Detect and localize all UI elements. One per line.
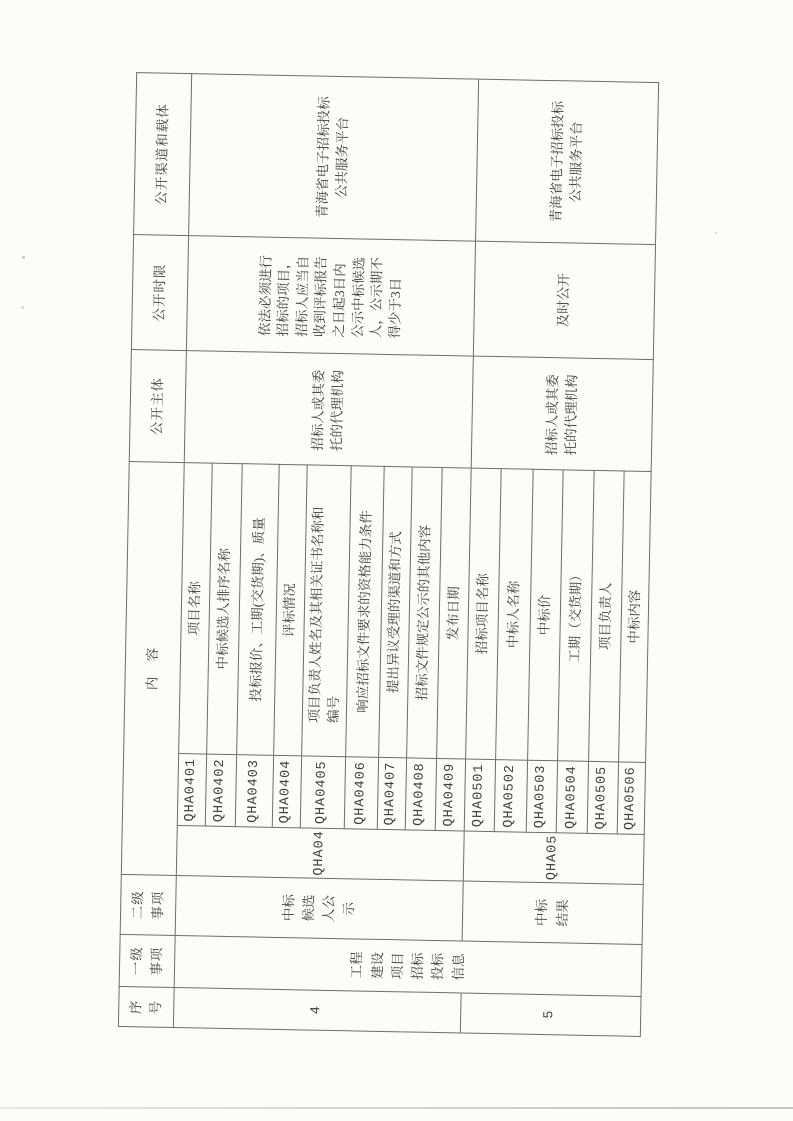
scan-speck — [22, 256, 25, 259]
item-code: QHA0501 — [464, 759, 495, 832]
cell-channel-5 — [476, 79, 659, 244]
header-channel: 公开渠道和载体 — [134, 73, 192, 236]
cell-level2-5-text: 中标结果 — [534, 898, 570, 927]
item-name-text: 响应招标文件要求的资格能力条件 — [354, 510, 374, 713]
cell-level2-4-text: 中标候选人公示 — [280, 894, 357, 923]
item-name-text: 项目负责人 — [597, 582, 614, 651]
item-code: QHA0401 — [177, 754, 206, 827]
cell-level1 — [174, 935, 642, 996]
item-code: QHA0503 — [526, 760, 557, 833]
item-name — [619, 471, 652, 762]
item-name-text: 投标报价、工期(交货期)、质量 — [248, 517, 267, 702]
scan-speck — [715, 232, 717, 234]
item-name — [302, 465, 352, 757]
item-code: QHA0406 — [344, 757, 378, 830]
cell-time-limit-5: 及时公开 — [473, 241, 655, 359]
header-content: 内 容 — [121, 461, 184, 875]
cell-level1-text: 工程建设项目招标投标信息 — [349, 951, 466, 981]
header-serial — [118, 986, 174, 1027]
item-name-text: 发布日期 — [445, 586, 462, 641]
item-name-text: 项目负责人姓名及其相关证书名称和编号 — [306, 506, 341, 724]
disclosure-table — [118, 72, 659, 1037]
cell-level2-4 — [175, 875, 463, 940]
item-code: QHA0502 — [494, 760, 527, 833]
item-code: QHA0407 — [377, 757, 406, 830]
cell-channel-4-text: 青海省电子招标投标公共服务平台 — [314, 96, 351, 219]
group-code-5: QHA05 — [463, 831, 644, 884]
item-code: QHA0506 — [617, 762, 645, 835]
header-level1 — [119, 934, 175, 987]
item-code: QHA0403 — [235, 755, 273, 828]
item-code: QHA0408 — [405, 758, 436, 831]
item-code: QHA0405 — [300, 756, 345, 829]
header-level2 — [120, 874, 176, 935]
cell-time-limit-4-text: 依法必须进行招标的项目，招标人应当自收到评标报告之日起3日内公示中标候选人，公示期不得少于3日 — [256, 254, 404, 339]
header-level2-text: 二级事项 — [129, 890, 166, 920]
cell-subject-4 — [184, 351, 473, 468]
item-name — [346, 466, 385, 758]
item-name-text: 项目名称 — [186, 581, 203, 636]
cell-level2-5 — [462, 881, 643, 944]
item-name-text: 中标价 — [536, 594, 553, 636]
header-level1-text: 一级事项 — [128, 946, 165, 976]
item-code: QHA0402 — [205, 754, 236, 827]
header-subject: 公开主体 — [129, 350, 186, 463]
cell-time-limit-4 — [186, 236, 475, 356]
item-name-text: 招标项目名称 — [474, 573, 492, 655]
item-code: QHA0504 — [556, 761, 588, 834]
item-name-text: 中标人名称 — [505, 580, 523, 649]
item-name-text: 招标文件规定公示的其他内容 — [414, 524, 434, 701]
cell-subject-5 — [471, 356, 653, 471]
item-code: QHA0505 — [587, 761, 618, 834]
item-name-text: 中标候选人排序名称 — [215, 547, 233, 670]
header-serial-text: 序号 — [127, 999, 164, 1015]
cell-channel-4 — [189, 74, 479, 241]
cell-serial-5: 5 — [460, 993, 641, 1036]
cell-serial-4: 4 — [173, 987, 461, 1033]
item-name — [237, 464, 280, 756]
item-name-text: 评标情况 — [281, 582, 298, 638]
item-name-text: 中标内容 — [626, 589, 643, 644]
item-name-text: 提出异议受理的渠道和方式 — [385, 530, 404, 694]
cell-subject-4-text: 招标人或其委托的代理机构 — [310, 369, 346, 452]
rotated-table-container — [118, 73, 658, 1037]
item-name-text: 工期（交货期） — [566, 568, 584, 663]
scan-speck — [21, 306, 24, 309]
item-code: QHA0409 — [435, 758, 465, 831]
cell-channel-5-text: 青海省电子招标投标公共服务平台 — [548, 100, 584, 223]
header-time-limit: 公开时限 — [131, 235, 188, 351]
item-code: QHA0404 — [272, 755, 301, 828]
group-code-4: QHA04 — [176, 826, 464, 882]
page-edge-shadow — [0, 1107, 793, 1109]
cell-subject-5-text: 招标人或其委托的代理机构 — [543, 373, 579, 456]
